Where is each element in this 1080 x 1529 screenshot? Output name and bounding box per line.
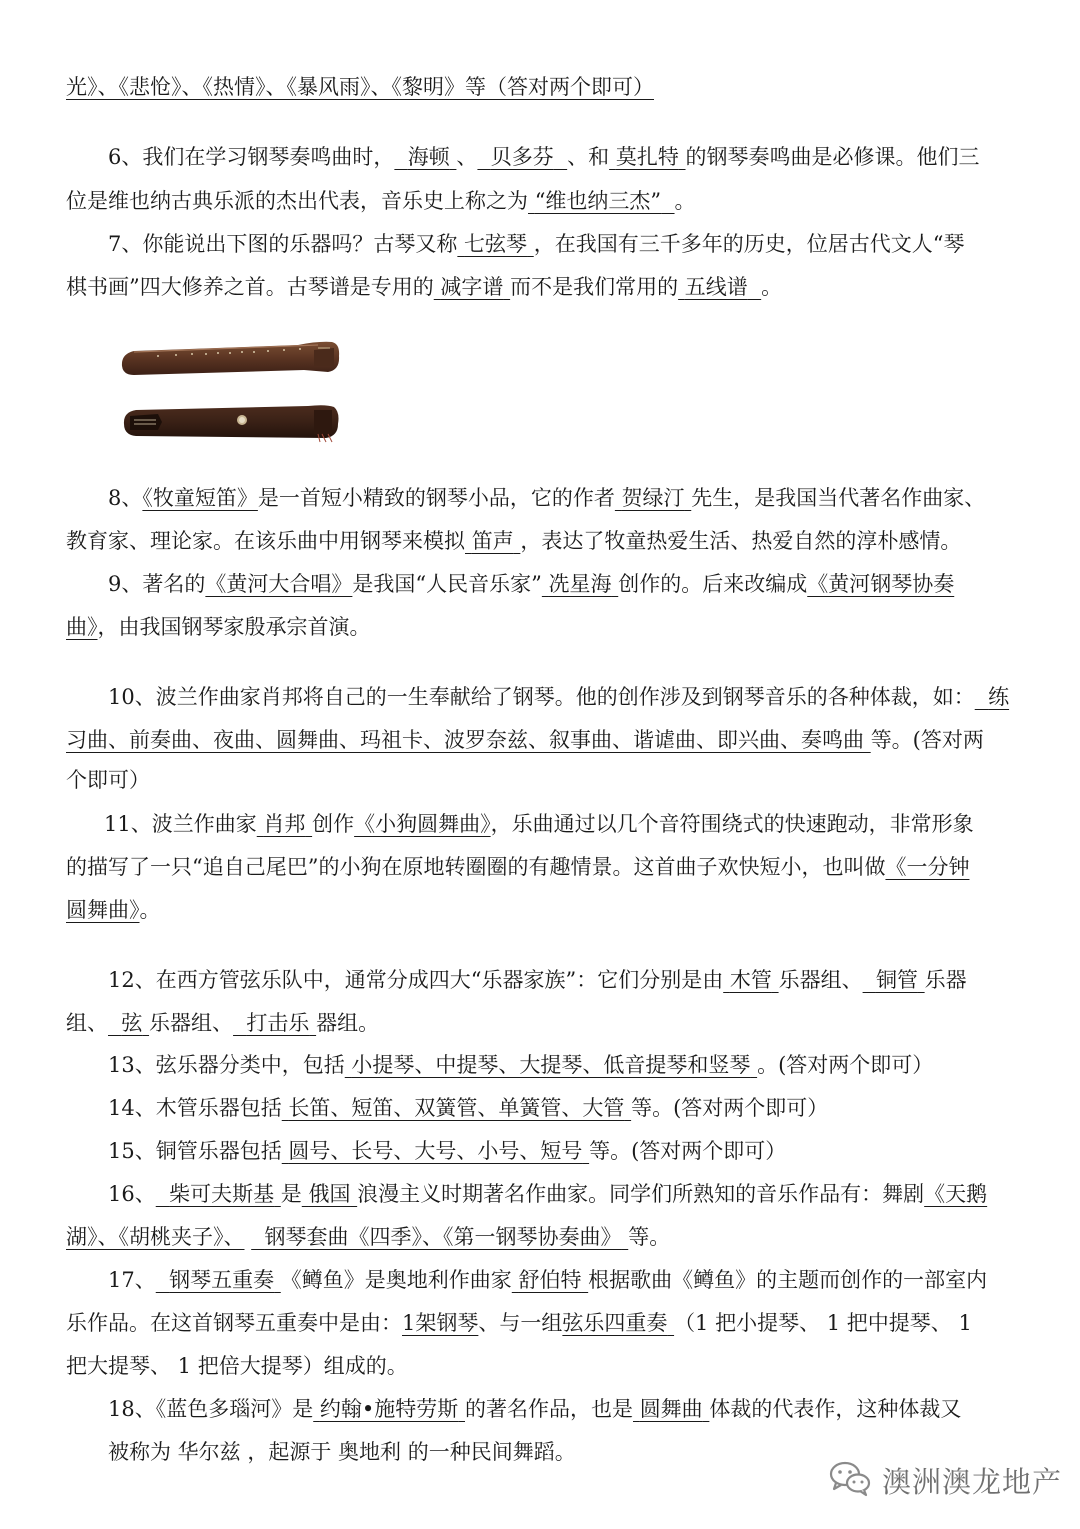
answer-blank: 俄国 <box>308 1182 351 1206</box>
answer-blank: 《黄河钢琴协奏 <box>807 572 955 596</box>
answer-blank: 肖邦 <box>263 812 306 836</box>
answer-blank: 七弦琴 <box>464 232 528 256</box>
answer-blank: “维也纳三杰” <box>534 189 662 213</box>
text-line: 组、 弦 乐器组、 打击乐 器组。 <box>66 1011 380 1035</box>
question-8: 8、《牧童短笛》是一首短小精致的钢琴小品，它的作者 贺绿汀 先生，是我国当代著名作曲家、 <box>108 486 986 510</box>
answer-blank: 莫扎特 <box>615 145 679 169</box>
text-line <box>66 72 662 102</box>
answer-blank: 钢琴五重奏 <box>169 1268 275 1292</box>
answer-blank: 湖》、《胡桃夹子》、 <box>66 1225 245 1249</box>
question-13: 13、弦乐器分类中，包括 小提琴、中提琴、大提琴、低音提琴和竖琴 。(答对两个即可） <box>108 1053 934 1077</box>
answer-blank: 海顿 <box>407 145 450 169</box>
guqin-front-image <box>118 336 344 382</box>
answer-blank: 练 <box>988 685 1010 709</box>
answer-blank: 光》、《悲怆》、《热情》、《暴风雨》、《黎明》等（答对两个即可） <box>66 75 654 99</box>
question-16: 16、 柴可夫斯基 是 俄国 浪漫主义时期著名作曲家。同学们所熟知的音乐作品有：舞剧《天鹅 <box>108 1182 988 1206</box>
answer-blank: 小提琴、中提琴、大提琴、低音提琴和竖琴 <box>351 1053 751 1077</box>
watermark-text: 澳洲澳龙地产 <box>882 1464 1063 1499</box>
question-15: 15、铜管乐器包括 圆号、长号、大号、小号、短号 等。(答对两个即可） <box>108 1139 787 1163</box>
answer-blank: 木管 <box>729 968 772 992</box>
text-line: 棋书画”四大修养之首。古琴谱是专用的 减字谱 而不是我们常用的 五线谱 。 <box>66 275 783 299</box>
answer-blank: 长笛、短笛、双簧管、单簧管、大管 <box>288 1096 625 1120</box>
answer-blank: 圆舞曲》 <box>66 898 140 922</box>
text-line: 个即可） <box>66 768 150 792</box>
text-line: 把大提琴、 1 把倍大提琴）组成的。 <box>66 1354 408 1378</box>
answer-blank: 圆号、长号、大号、小号、短号 <box>288 1139 583 1163</box>
answer-blank: 冼星海 <box>548 572 612 596</box>
answer-blank: 五线谱 <box>684 275 748 299</box>
answer-blank: 弦乐四重奏 <box>562 1311 668 1335</box>
answer-blank: 《牧童短笛》 <box>142 486 258 510</box>
text-line: 的描写了一只“追自己尾巴”的小狗在原地转圈圈的有趣情景。这首曲子欢快短小，也叫做《一分钟 <box>66 855 970 879</box>
answer-blank: 减字谱 <box>440 275 504 299</box>
answer-blank: 柴可夫斯基 <box>169 1182 275 1206</box>
text-line: 被称为 华尔兹 ，起源于 奥地利 的一种民间舞蹈。 <box>108 1440 576 1464</box>
answer-blank: 圆舞曲 <box>639 1397 703 1421</box>
watermark <box>828 1455 1062 1505</box>
answer-blank: 《小狗圆舞曲》 <box>354 812 491 836</box>
answer-blank: 舒伯特 <box>518 1268 582 1292</box>
answer-blank: 贝多芬 <box>490 145 554 169</box>
question-11: 11、波兰作曲家 肖邦 创作《小狗圆舞曲》，乐曲通过以几个音符围绕式的快速跑动，非常形象 <box>104 812 974 836</box>
answer-blank: 1架钢琴 <box>402 1311 479 1335</box>
answer-blank: 铜管 <box>875 968 918 992</box>
guqin-back-image <box>118 400 344 446</box>
answer-blank: 曲》 <box>66 615 98 639</box>
text-line: 教育家、理论家。在该乐曲中用钢琴来模拟 笛声 ，表达了牧童热爱生活、热爱自然的淳朴感情。 <box>66 529 962 553</box>
text-line: 圆舞曲》。 <box>66 898 161 922</box>
question-17: 17、 钢琴五重奏 《鳟鱼》是奥地利作曲家 舒伯特 根据歌曲《鳟鱼》的主题而创作的一部室内 <box>108 1268 988 1292</box>
answer-blank: 《黄河大合唱》 <box>205 572 353 596</box>
answer-blank: 打击乐 <box>246 1011 310 1035</box>
question-9: 9、著名的《黄河大合唱》是我国“人民音乐家” 冼星海 创作的。后来改编成《黄河钢琴协奏 <box>108 572 955 596</box>
text-line: 乐作品。在这首钢琴五重奏中是由：1架钢琴、与一组弦乐四重奏 （1 把小提琴、 1 把中提琴、 1 <box>66 1311 972 1335</box>
question-14: 14、木管乐器包括 长笛、短笛、双簧管、单簧管、大管 等。(答对两个即可） <box>108 1096 829 1120</box>
wechat-icon <box>828 1459 872 1502</box>
question-10: 10、波兰作曲家肖邦将自己的一生奉献给了钢琴。他的创作涉及到钢琴音乐的各种体裁，如： 练 <box>108 685 1010 709</box>
answer-blank: 习曲、前奏曲、夜曲、圆舞曲、玛祖卡、波罗奈兹、叙事曲、谐谑曲、即兴曲、奏鸣曲 <box>66 728 864 752</box>
answer-blank: 钢琴套曲《四季》、《第一钢琴协奏曲》 <box>264 1225 622 1249</box>
answer-blank: 弦 <box>121 1011 143 1035</box>
answer-blank: 《天鹅 <box>924 1182 988 1206</box>
question-6: 6、我们在学习钢琴奏鸣曲时， 海顿 、 贝多芬 、和 莫扎特 的钢琴奏鸣曲是必修课。他们三 <box>108 145 980 169</box>
answer-blank: 《一分钟 <box>885 855 970 879</box>
text-line: 湖》、《胡桃夹子》、 钢琴套曲《四季》、《第一钢琴协奏曲》 等。 <box>66 1225 671 1249</box>
answer-blank: 约翰•施特劳斯 <box>319 1397 459 1421</box>
text-line: 位是维也纳古典乐派的杰出代表，音乐史上称之为 “维也纳三杰” 。 <box>66 189 696 213</box>
question-18: 18、《蓝色多瑙河》是 约翰•施特劳斯 的著名作品，也是 圆舞曲 体裁的代表作，这种体裁又 <box>108 1397 962 1421</box>
question-7: 7、你能说出下图的乐器吗？古琴又称 七弦琴 ，在我国有三千多年的历史，位居古代文人“琴 <box>108 232 965 256</box>
text-line: 曲》，由我国钢琴家殷承宗首演。 <box>66 615 371 639</box>
answer-blank: 笛声 <box>471 529 514 553</box>
answer-blank: 贺绿汀 <box>621 486 685 510</box>
question-12: 12、在西方管弦乐队中，通常分成四大“乐器家族”：它们分别是由 木管 乐器组、 铜管 乐器 <box>108 968 967 992</box>
text-line: 习曲、前奏曲、夜曲、圆舞曲、玛祖卡、波罗奈兹、叙事曲、谐谑曲、即兴曲、奏鸣曲 等。(答对两 <box>66 728 984 752</box>
